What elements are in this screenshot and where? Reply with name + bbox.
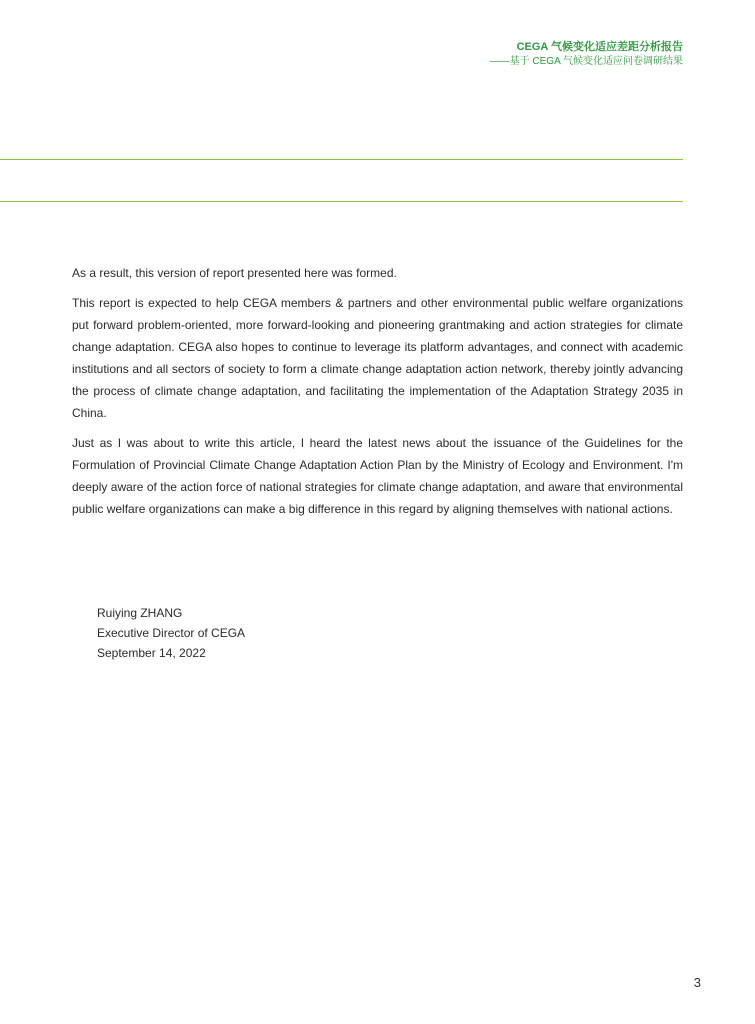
- body-text: [72, 262, 683, 528]
- top-divider-line: [0, 159, 683, 160]
- signature-date: September 14, 2022: [97, 646, 206, 660]
- signature-block: [97, 603, 245, 663]
- page-number: 3: [693, 975, 701, 990]
- paragraph: This report is expected to help CEGA members & partners and other environmental public welfare organizations put forward problem-oriented, more forward-looking and pioneering grantmaking and action strategies for climate change adaptation. CEGA also hopes to continue to leverage its platform advantages, and connect with academic institutions and all sectors of society to form a climate change adaptation action network, thereby jointly advancing the process of climate change adaptation, and facilitating the implementation of the Adaptation Strategy 2035 in China.: [72, 296, 683, 420]
- report-title: CEGA 气候变化适应差距分析报告: [516, 41, 683, 53]
- signatory-role: Executive Director of CEGA: [97, 626, 246, 640]
- paragraph: As a result, this version of report presented here was formed.: [72, 266, 397, 280]
- signatory-name: Ruiying ZHANG: [97, 606, 183, 620]
- report-subtitle: ——基于 CEGA 气候变化适应问卷调研结果: [489, 56, 683, 67]
- paragraph: Just as I was about to write this article, I heard the latest news about the issuance of the Guidelines for the Formulation of Provincial Climate Change Adaptation Action Plan by the Ministry of Ecology and Environment. I'm deeply aware of the action force of national strategies for climate change adaptation, and aware that environmental public welfare organizations can make a big difference in this regard by aligning themselves with national actions.: [72, 436, 683, 516]
- running-header: [490, 40, 683, 69]
- bottom-divider-line: [0, 201, 683, 202]
